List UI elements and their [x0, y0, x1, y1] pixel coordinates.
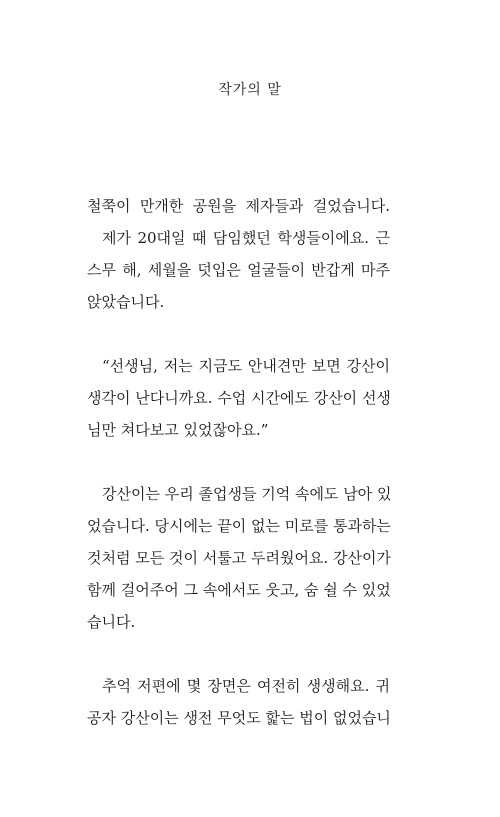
- paragraph-gap: [87, 318, 390, 350]
- text-line: 공자 강산이는 생전 무엇도 핥는 법이 없었습니: [87, 709, 391, 727]
- text-line: 었습니다. 당시에는 끝이 없는 미로를 통과하는: [87, 517, 391, 535]
- text-line: 철쭉이 만개한 공원을 제자들과 걸었습니다.: [87, 197, 390, 215]
- paragraph-1: [87, 190, 390, 318]
- paragraph-gap: [87, 638, 390, 670]
- text-line: 앉았습니다.: [87, 293, 165, 311]
- text-line: 생각이 난다니까요. 수업 시간에도 강산이 선생: [87, 389, 391, 407]
- text-line: 스무 해, 세월을 덧입은 얼굴들이 반갑게 마주: [87, 261, 390, 279]
- text-line: 제가 20대일 때 담임했던 학생들이에요. 근: [102, 229, 390, 247]
- text-line: 강산이는 우리 졸업생들 기억 속에도 남아 있: [102, 485, 392, 503]
- paragraph-3: [87, 478, 390, 638]
- paragraph-2: [87, 350, 390, 446]
- text-line: “선생님, 저는 지금도 안내견만 보면 강산이: [102, 357, 390, 375]
- page-title: 작가의 말: [218, 82, 282, 98]
- text-line: 님만 쳐다보고 있었잖아요.”: [87, 421, 269, 439]
- text-line: 추억 저편에 몇 장면은 여전히 생생해요. 귀: [102, 677, 390, 695]
- paragraph-4: [87, 670, 390, 734]
- body-text: [87, 190, 390, 734]
- text-line: 습니다.: [87, 613, 136, 631]
- text-line: 함께 걸어주어 그 속에서도 웃고, 숨 쉴 수 있었: [87, 581, 391, 599]
- text-line: 것처럼 모든 것이 서툴고 두려웠어요. 강산이가: [87, 549, 391, 567]
- paragraph-gap: [87, 446, 390, 478]
